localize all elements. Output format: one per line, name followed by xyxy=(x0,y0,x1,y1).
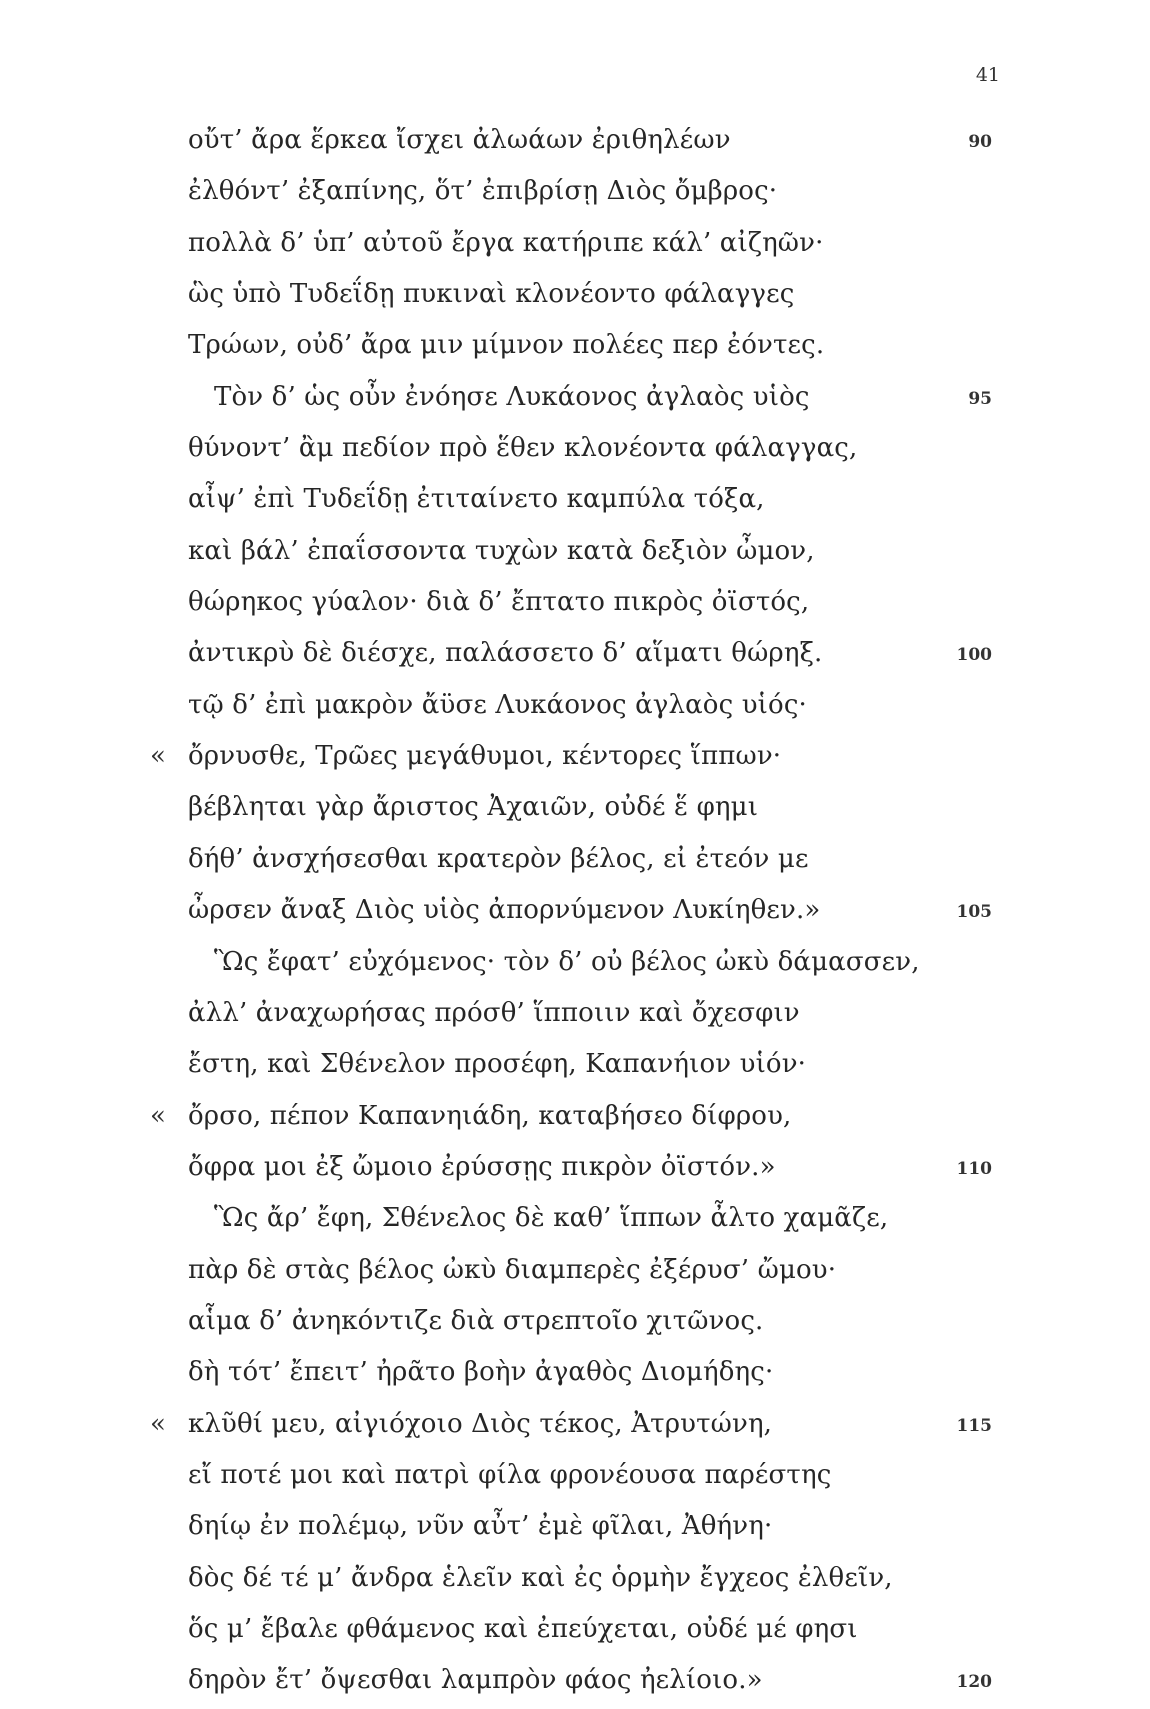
verse-text: ὣς ὑπὸ Τυδεΐδῃ πυκιναὶ κλονέοντο φάλαγγες xyxy=(188,279,795,310)
verse-line xyxy=(0,474,1150,525)
verse-line xyxy=(0,423,1150,474)
verse-text: τῷ δ’ ἐπὶ μακρὸν ἄϋσε Λυκάονος ἀγλαὸς υἱός· xyxy=(188,689,807,720)
line-number: 115 xyxy=(956,1415,992,1436)
line-number: 110 xyxy=(956,1158,992,1179)
line-number: 100 xyxy=(956,645,992,666)
verse-line xyxy=(0,988,1150,1039)
verse-line xyxy=(0,372,1150,423)
verse-line xyxy=(0,628,1150,679)
verse-text: κλῦθί μευ, αἰγιόχοιο Διὸς τέκος, Ἀτρυτώνη, xyxy=(188,1408,773,1439)
verse-text: Ὣς ἔφατ’ εὐχόμενος· τὸν δ’ οὐ βέλος ὠκὺ δάμασσεν, xyxy=(214,946,920,977)
verse-line xyxy=(0,1347,1150,1398)
verse-text: ὄφρα μοι ἐξ ὤμοιο ἐρύσσῃς πικρὸν ὀϊστόν.» xyxy=(188,1151,776,1182)
verse-line xyxy=(0,526,1150,577)
verse-text: ἔστη, καὶ Σθένελον προσέφη, Καπανήιον υἱόν· xyxy=(188,1049,807,1080)
verse-text: δηρὸν ἔτ’ ὄψεσθαι λαμπρὸν φάος ἠελίοιο.» xyxy=(188,1665,763,1696)
verse-line xyxy=(0,166,1150,217)
verse-text: ὄρσο, πέπον Καπανηιάδη, καταβήσεο δίφρου, xyxy=(188,1100,792,1131)
opening-quote-mark: « xyxy=(150,1408,166,1439)
verse-line xyxy=(0,937,1150,988)
verse-line xyxy=(0,1245,1150,1296)
verse-line xyxy=(0,1399,1150,1450)
verse-text: αἶψ’ ἐπὶ Τυδεΐδῃ ἐτιταίνετο καμπύλα τόξα, xyxy=(188,484,765,515)
verse-text: βέβληται γὰρ ἄριστος Ἀχαιῶν, οὐδέ ἕ φημι xyxy=(188,792,759,823)
verse-line xyxy=(0,834,1150,885)
verse-text: θώρηκος γύαλον· διὰ δ’ ἔπτατο πικρὸς ὀϊστός, xyxy=(188,587,810,618)
verse-line xyxy=(0,1450,1150,1501)
verse-line xyxy=(0,885,1150,936)
verse-text: ὦρσεν ἄναξ Διὸς υἱὸς ἀπορνύμενον Λυκίηθεν.» xyxy=(188,895,821,926)
verse-text: καὶ βάλ’ ἐπαΐσσοντα τυχὼν κατὰ δεξιὸν ὦμον, xyxy=(188,535,815,566)
verse-text: δὸς δέ τέ μ’ ἄνδρα ἑλεῖν καὶ ἐς ὁρμὴν ἔγχεος ἐλθεῖν, xyxy=(188,1562,893,1593)
verse-text: Τρώων, οὐδ’ ἄρα μιν μίμνον πολέες περ ἐόντες. xyxy=(188,330,825,361)
verse-line xyxy=(0,1501,1150,1552)
verse-line xyxy=(0,115,1150,166)
verse-line xyxy=(0,218,1150,269)
verse-text: ὅς μ’ ἔβαλε φθάμενος καὶ ἐπεύχεται, οὐδέ μέ φησι xyxy=(188,1613,858,1644)
line-number: 90 xyxy=(968,132,992,152)
verse-line xyxy=(0,1604,1150,1655)
verse-text: ἀλλ’ ἀναχωρήσας πρόσθ’ ἵπποιιν καὶ ὄχεσφιν xyxy=(188,997,800,1028)
verse-line xyxy=(0,1039,1150,1090)
verse-text: εἴ ποτέ μοι καὶ πατρὶ φίλα φρονέουσα παρέστης xyxy=(188,1459,832,1490)
verse-line xyxy=(0,1142,1150,1193)
verse-text: δηίῳ ἐν πολέμῳ, νῦν αὖτ’ ἐμὲ φῖλαι, Ἀθήνη· xyxy=(188,1511,773,1542)
verse-text: δήθ’ ἀνσχήσεσθαι κρατερὸν βέλος, εἰ ἐτεόν με xyxy=(188,843,809,874)
verse-line xyxy=(0,577,1150,628)
verse-text: ἐλθόντ’ ἐξαπίνης, ὅτ’ ἐπιβρίσῃ Διὸς ὄμβρος· xyxy=(188,176,778,207)
verse-text: θύνοντ’ ἂμ πεδίον πρὸ ἕθεν κλονέοντα φάλαγγας, xyxy=(188,433,858,464)
verse-text: Τὸν δ’ ὡς οὖν ἐνόησε Λυκάονος ἀγλαὸς υἱὸς xyxy=(214,381,810,412)
opening-quote-mark: « xyxy=(150,741,166,772)
verse-line xyxy=(0,680,1150,731)
verse-text: Ὣς ἄρ’ ἔφη, Σθένελος δὲ καθ’ ἵππων ἆλτο χαμᾶζε, xyxy=(214,1203,889,1234)
line-number: 105 xyxy=(956,902,992,923)
verse-line xyxy=(0,1553,1150,1604)
verse-text: πολλὰ δ’ ὑπ’ αὐτοῦ ἔργα κατήριπε κάλ’ αἰζηῶν· xyxy=(188,227,824,258)
line-number: 95 xyxy=(968,388,992,409)
verse-line xyxy=(0,1193,1150,1244)
page-number: 41 xyxy=(975,64,1000,86)
verse-text: ὄρνυσθε, Τρῶες μεγάθυμοι, κέντορες ἵππων· xyxy=(188,741,782,772)
verse-line xyxy=(0,731,1150,782)
verse-text: ἀντικρὺ δὲ διέσχε, παλάσσετο δ’ αἵματι θώρηξ. xyxy=(188,638,823,669)
verse-line xyxy=(0,1296,1150,1347)
opening-quote-mark: « xyxy=(150,1100,166,1131)
verse-line xyxy=(0,1655,1150,1706)
verse-line xyxy=(0,1091,1150,1142)
verse-text: αἷμα δ’ ἀνηκόντιζε διὰ στρεπτοῖο χιτῶνος. xyxy=(188,1305,764,1336)
verse-line xyxy=(0,269,1150,320)
verse-block xyxy=(0,115,1150,1707)
verse-text: πὰρ δὲ στὰς βέλος ὠκὺ διαμπερὲς ἐξέρυσ’ ὤμου· xyxy=(188,1254,837,1285)
verse-text: δὴ τότ’ ἔπειτ’ ἠρᾶτο βοὴν ἀγαθὸς Διομήδης· xyxy=(188,1357,774,1388)
line-number: 120 xyxy=(956,1672,992,1693)
verse-text: οὔτ’ ἄρα ἕρκεα ἴσχει ἀλωάων ἐριθηλέων xyxy=(188,125,731,155)
verse-line xyxy=(0,320,1150,371)
verse-line xyxy=(0,782,1150,833)
